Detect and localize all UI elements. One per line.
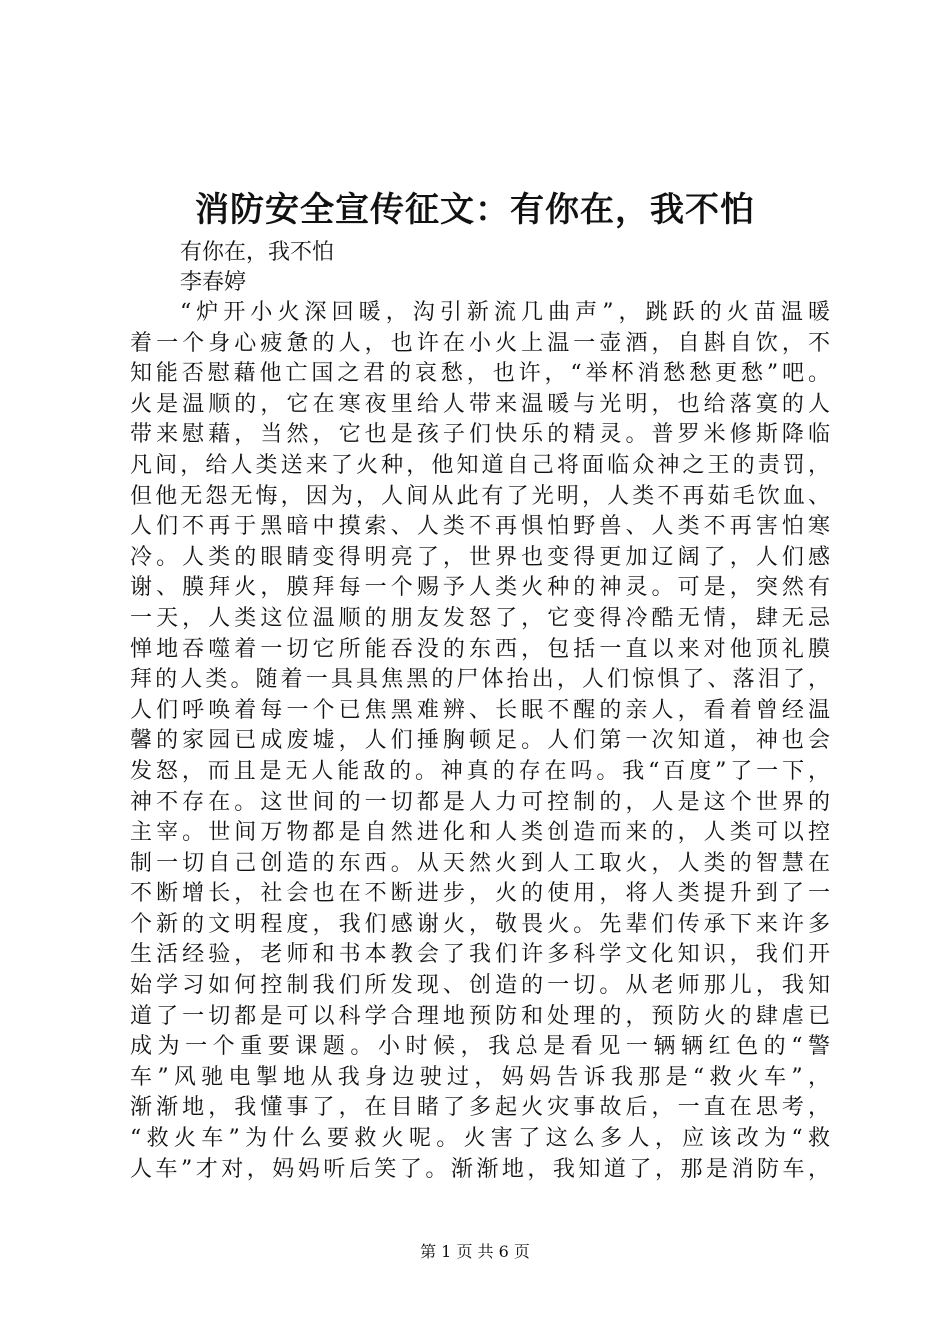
body-line: 车”风驰电掣地从我身边驶过，妈妈告诉我那是“救火车”， [130, 1064, 830, 1090]
body-line: 馨的家园已成废墟，人们捶胸顿足。人们第一次知道，神也会 [130, 728, 830, 754]
body-line: 人们呼唤着每一个已焦黑难辨、长眠不醒的亲人，看着曾经温 [130, 697, 830, 723]
page-number-footer: 第 1 页 共 6 页 [420, 1242, 530, 1261]
body-line: 冷。人类的眼睛变得明亮了，世界也变得更加辽阔了，人们感 [130, 544, 830, 570]
body-line: 带来慰藉，当然，它也是孩子们快乐的精灵。普罗米修斯降临 [130, 422, 830, 448]
body-line: “救火车”为什么要救火呢。火害了这么多人，应该改为“救 [130, 1126, 830, 1152]
body-line: 一天，人类这位温顺的朋友发怒了，它变得冷酷无情，肆无忌 [130, 605, 830, 631]
body-paragraph [130, 298, 830, 1185]
body-line: “炉开小火深回暖，沟引新流几曲声”，跳跃的火苗温暖 [180, 300, 830, 325]
body-line: 人车”才对，妈妈听后笑了。渐渐地，我知道了，那是消防车， [130, 1156, 830, 1182]
body-line: 火是温顺的，它在寒夜里给人带来温暖与光明，也给落寞的人 [130, 391, 830, 417]
document-title: 消防安全宣传征文：有你在，我不怕 [195, 190, 755, 230]
body-line: 成为一个重要课题。小时候，我总是看见一辆辆红色的“警 [130, 1034, 830, 1060]
body-line: 发怒，而且是无人能敌的。神真的存在吗。我“百度”了一下， [130, 758, 830, 784]
body-line: 但他无怨无悔，因为，人间从此有了光明，人类不再茹毛饮血、 [130, 483, 830, 509]
body-line: 神不存在。这世间的一切都是人力可控制的，人是这个世界的 [130, 789, 830, 815]
body-line: 个新的文明程度，我们感谢火，敬畏火。先辈们传承下来许多 [130, 911, 830, 937]
body-line: 不断增长，社会也在不断进步，火的使用，将人类提升到了一 [130, 881, 830, 907]
document-subtitle: 有你在，我不怕 [180, 240, 335, 265]
body-line: 人们不再于黑暗中摸索、人类不再惧怕野兽、人类不再害怕寒 [130, 514, 830, 540]
body-line: 始学习如何控制我们所发现、创造的一切。从老师那儿，我知 [130, 973, 830, 999]
body-line: 渐渐地，我懂事了，在目睹了多起火灾事故后，一直在思考， [130, 1095, 830, 1121]
body-line: 道了一切都是可以科学合理地预防和处理的，预防火的肆虐已 [130, 1003, 830, 1029]
body-line: 生活经验，老师和书本教会了我们许多科学文化知识，我们开 [130, 942, 830, 968]
document-author: 李春婷 [180, 270, 247, 295]
body-line: 制一切自己创造的东西。从天然火到人工取火，人类的智慧在 [130, 850, 830, 876]
body-line: 惮地吞噬着一切它所能吞没的东西，包括一直以来对他顶礼膜 [130, 636, 830, 662]
body-line: 凡间，给人类送来了火种，他知道自己将面临众神之王的责罚， [130, 452, 830, 478]
body-line: 着一个身心疲惫的人，也许在小火上温一壶酒，自斟自饮，不 [130, 330, 830, 356]
body-line: 知能否慰藉他亡国之君的哀愁，也许，“举杯消愁愁更愁”吧。 [130, 361, 830, 387]
body-line: 谢、膜拜火，膜拜每一个赐予人类火种的神灵。可是，突然有 [130, 575, 830, 601]
body-line: 拜的人类。随着一具具焦黑的尸体抬出，人们惊惧了、落泪了， [130, 667, 830, 693]
body-line: 主宰。世间万物都是自然进化和人类创造而来的，人类可以控 [130, 820, 830, 846]
